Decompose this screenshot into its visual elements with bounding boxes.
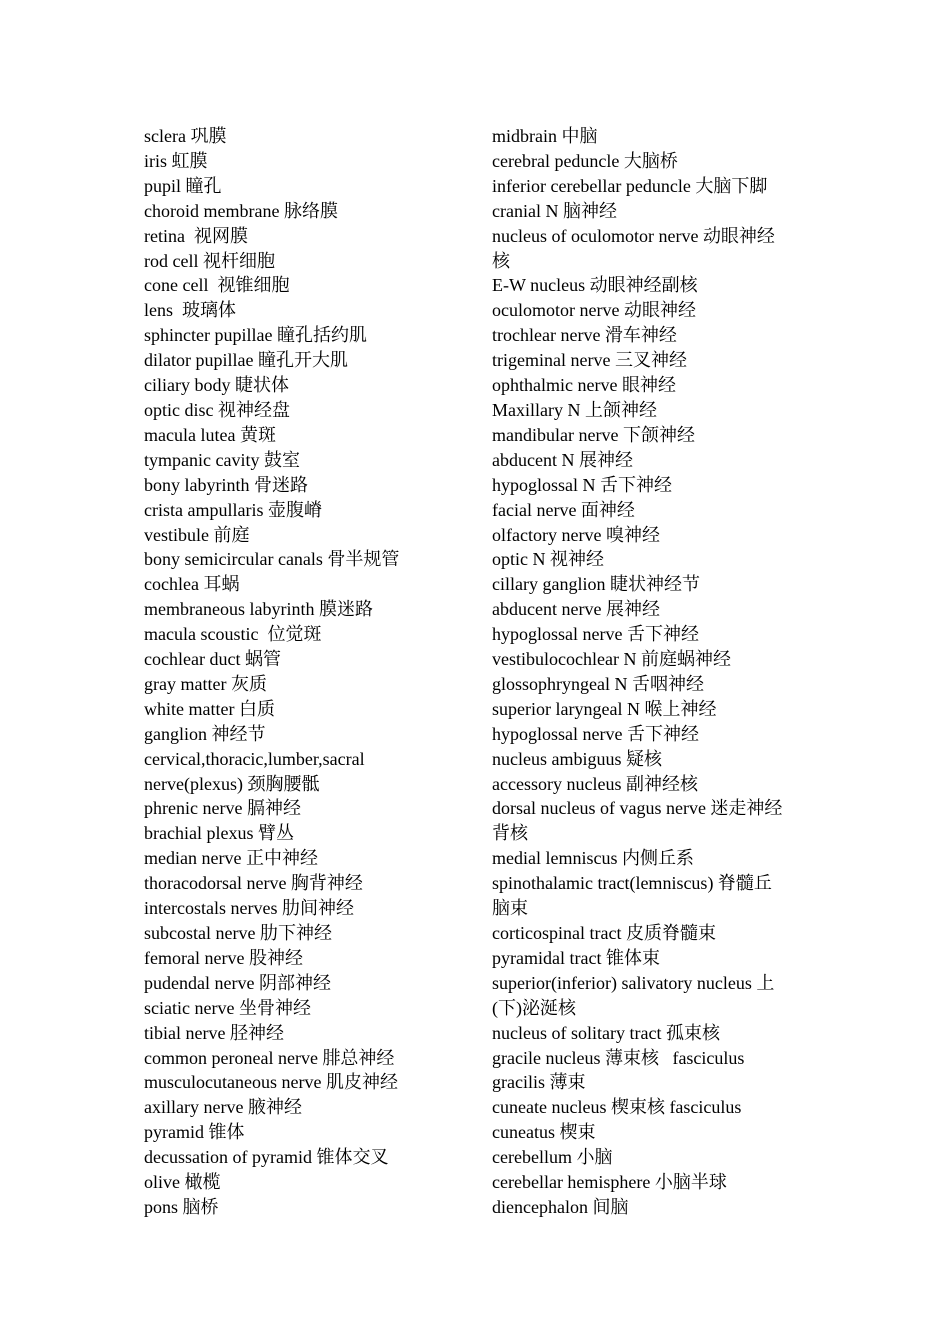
glossary-line: musculocutaneous nerve 肌皮神经 [144,1072,398,1093]
left-glossary-column [144,124,464,1220]
glossary-line: bony labyrinth 骨迷路 [144,474,308,495]
glossary-line: nerve(plexus) 颈胸腰骶 [144,773,320,794]
glossary-line: cerebellar hemisphere 小脑半球 [492,1172,727,1193]
glossary-line: 脑束 [492,898,528,919]
glossary-line: abducent N 展神经 [492,449,633,470]
glossary-line: diencephalon 间脑 [492,1196,629,1217]
glossary-line: spinothalamic tract(lemniscus) 脊髓丘 [492,873,772,894]
glossary-line: cuneatus 楔束 [492,1122,596,1143]
glossary-line: tympanic cavity 鼓室 [144,449,300,470]
glossary-line: gracile nucleus 薄束核 fasciculus [492,1047,745,1068]
glossary-line: rod cell 视杆细胞 [144,250,275,271]
glossary-line: olfactory nerve 嗅神经 [492,524,660,545]
glossary-line: brachial plexus 臂丛 [144,823,294,844]
glossary-line: accessory nucleus 副神经核 [492,773,698,794]
glossary-line: oculomotor nerve 动眼神经 [492,300,696,321]
glossary-line: hypoglossal nerve 舌下神经 [492,723,699,744]
glossary-line: nucleus ambiguus 疑核 [492,748,662,769]
glossary-line: hypoglossal N 舌下神经 [492,474,672,495]
glossary-line: gray matter 灰质 [144,673,267,694]
glossary-line: cervical,thoracic,lumber,sacral [144,748,365,769]
glossary-line: olive 橄榄 [144,1172,221,1193]
glossary-line: facial nerve 面神经 [492,499,635,520]
glossary-line: optic disc 视神经盘 [144,399,290,420]
glossary-line: inferior cerebellar peduncle 大脑下脚 [492,175,768,196]
glossary-line: sclera 巩膜 [144,126,227,146]
glossary-line: cranial N 脑神经 [492,200,617,221]
glossary-line: decussation of pyramid 锥体交叉 [144,1147,389,1168]
glossary-line: nucleus of solitary tract 孤束核 [492,1022,720,1043]
glossary-line: iris 虹膜 [144,150,208,171]
glossary-line: hypoglossal nerve 舌下神经 [492,624,699,645]
glossary-line: midbrain 中脑 [492,126,598,146]
glossary-line: choroid membrane 脉络膜 [144,200,338,221]
glossary-line: trigeminal nerve 三叉神经 [492,350,687,371]
glossary-line: trochlear nerve 滑车神经 [492,325,677,346]
glossary-line: pudendal nerve 阴部神经 [144,972,331,993]
glossary-line: pyramidal tract 锥体束 [492,947,660,968]
glossary-line: subcostal nerve 肋下神经 [144,923,332,943]
glossary-line: membraneous labyrinth 膜迷路 [144,599,373,620]
glossary-line: sphincter pupillae 瞳孔括约肌 [144,325,367,346]
glossary-line: cone cell 视锥细胞 [144,275,290,296]
glossary-line: bony semicircular canals 骨半规管 [144,549,400,570]
glossary-line: pyramid 锥体 [144,1122,245,1143]
glossary-line: ciliary body 睫状体 [144,375,289,396]
glossary-line: axillary nerve 腋神经 [144,1097,302,1118]
glossary-line: cochlear duct 蜗管 [144,649,281,670]
glossary-line: cerebellum 小脑 [492,1147,613,1168]
glossary-line: 背核 [492,823,528,844]
glossary-line: medial lemniscus 内侧丘系 [492,848,694,869]
glossary-line: white matter 白质 [144,698,275,719]
glossary-line: optic N 视神经 [492,549,604,570]
glossary-line: corticospinal tract 皮质脊髓束 [492,923,716,943]
glossary-line: mandibular nerve 下颌神经 [492,424,695,445]
glossary-line: dorsal nucleus of vagus nerve 迷走神经 [492,798,783,819]
glossary-line: 核 [492,250,510,271]
glossary-line: cerebral peduncle 大脑桥 [492,150,678,171]
glossary-line: common peroneal nerve 腓总神经 [144,1047,395,1068]
glossary-line: macula lutea 黄斑 [144,424,276,445]
glossary-line: sciatic nerve 坐骨神经 [144,997,311,1018]
glossary-line: superior(inferior) salivatory nucleus 上 [492,972,775,993]
glossary-line: ophthalmic nerve 眼神经 [492,375,676,396]
glossary-line: vestibule 前庭 [144,524,250,545]
glossary-line: gracilis 薄束 [492,1072,586,1093]
glossary-line: phrenic nerve 膈神经 [144,798,301,819]
glossary-line: intercostals nerves 肋间神经 [144,898,354,919]
right-glossary-column [492,124,807,1220]
glossary-line: cuneate nucleus 楔束核 fasciculus [492,1097,742,1118]
glossary-line: vestibulocochlear N 前庭蜗神经 [492,649,731,670]
glossary-line: median nerve 正中神经 [144,848,318,869]
glossary-line: macula scoustic 位觉斑 [144,624,322,645]
glossary-line: dilator pupillae 瞳孔开大肌 [144,350,348,371]
glossary-line: cochlea 耳蜗 [144,574,240,595]
glossary-line: femoral nerve 股神经 [144,947,303,968]
glossary-line: nucleus of oculomotor nerve 动眼神经 [492,225,775,246]
glossary-line: thoracodorsal nerve 胸背神经 [144,873,363,894]
glossary-line: cillary ganglion 睫状神经节 [492,574,700,595]
glossary-line: E-W nucleus 动眼神经副核 [492,275,698,296]
glossary-line: pupil 瞳孔 [144,175,222,196]
glossary-line: tibial nerve 胫神经 [144,1022,284,1043]
glossary-line: abducent nerve 展神经 [492,599,660,620]
glossary-line: (下)泌涎核 [492,997,576,1018]
glossary-line: pons 脑桥 [144,1196,219,1217]
glossary-line: Maxillary N 上颌神经 [492,399,657,420]
glossary-line: retina 视网膜 [144,225,248,246]
glossary-line: glossophryngeal N 舌咽神经 [492,673,704,694]
glossary-line: superior laryngeal N 喉上神经 [492,698,717,719]
glossary-line: ganglion 神经节 [144,723,266,744]
glossary-line: lens 玻璃体 [144,300,236,321]
glossary-line: crista ampullaris 壶腹嵴 [144,499,322,520]
